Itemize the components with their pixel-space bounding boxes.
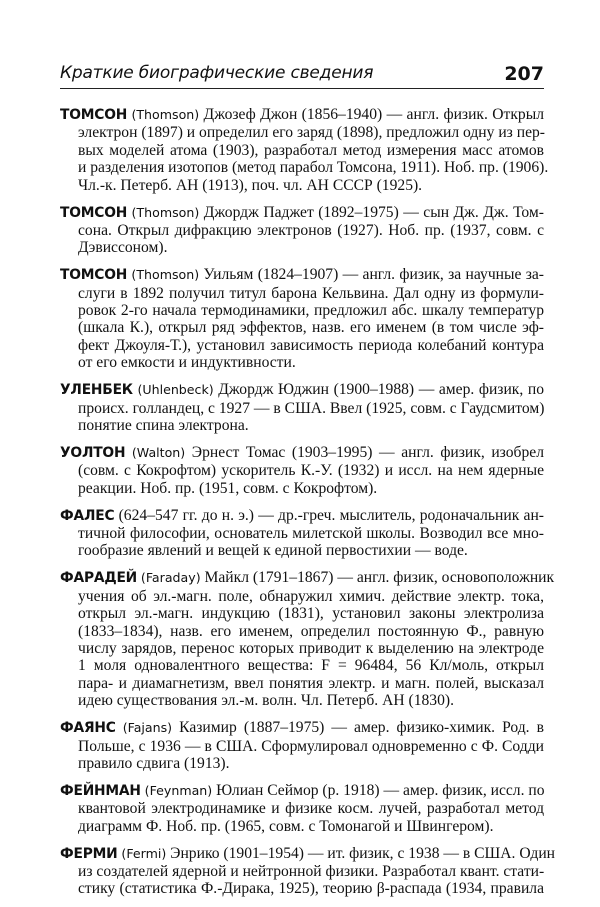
entry-faraday — [60, 569, 555, 710]
page-number: 207 — [504, 63, 544, 85]
entry-latin-name: (Uhlenbeck) — [137, 382, 214, 398]
entry-text-line: фект Джоуля-Т.), установил зависимость периода колебаний контура — [78, 336, 544, 354]
entry-text-line: Джордж Юджин (1900–1988) — амер. физик, по — [213, 381, 544, 399]
entry-text-line: тичной философии, основатель милетской школы. Возводил все мно- — [78, 525, 544, 543]
entry-name: ТОМСОН — [60, 267, 128, 284]
entry-text-line: слуги в 1892 получил титул барона Кельвина. Дал одну из формули- — [78, 284, 544, 302]
entry-latin-name: (Thomson) — [131, 107, 200, 122]
entry-latin-name: (Walton) — [131, 444, 186, 460]
entry-text-line: диаграмм Ф. Ноб. пр. (1965, совм. с Томонагой и Швингером). — [78, 817, 494, 835]
entry-walton — [60, 444, 544, 497]
entry-text-line: (совм. с Кокрофтом) ускоритель К.-У. (1932) и иссл. на нем ядерные — [78, 462, 544, 480]
entry-text-line: Эрнест Томас (1903–1995) — англ. физик, изобрел — [185, 443, 544, 461]
entry-uhlenbeck — [60, 381, 544, 434]
entry-text-line: правило сдвига (1913). — [78, 754, 230, 772]
entry-name: УОЛТОН — [60, 444, 126, 461]
entry-text-line: из создателей ядерной и нейтронной физики. Разработал квант. стати- — [78, 862, 545, 880]
entry-latin-name: (Feynman) — [144, 782, 213, 798]
entry-thales — [60, 507, 544, 560]
entry-text-line: электрон (1897) и определил его заряд (1898), предложил одну из пер- — [78, 124, 545, 142]
entry-fermi — [60, 844, 556, 898]
entry-text-line: происх. голландец, с 1927 — в США. Ввел (1925, совм. с Гаудсмитом) — [78, 399, 545, 417]
entry-text-line: Дэвиссоном). — [78, 239, 168, 257]
entry-latin-name: (Thomson) — [131, 204, 200, 220]
entry-text-line: (624–547 гг. до н. э.) — др.-греч. мыслитель, родоначальник ан- — [114, 506, 544, 524]
entry-feynman — [60, 782, 544, 835]
entry-name: ФЕРМИ — [60, 845, 118, 862]
page-body — [60, 106, 556, 907]
entry-text-line: открыл эл.-магн. индукцию (1831), установил законы электролиза — [78, 605, 544, 623]
entry-text-line: Майкл (1791–1867) — англ. физик, основоположник — [200, 569, 555, 587]
entry-text-line: (шкала К.), открыл ряд эффектов, назв. его именем (в том числе эф- — [78, 319, 544, 337]
entry-text-line: 1 моля одновалентного вещества: F = 96484, 56 Кл/моль, открыл — [78, 657, 544, 675]
entry-text-line: стику (статистика Ф.-Дирака, 1925), теорию β-распада (1934, правила — [78, 880, 544, 898]
entry-text-line: идею существования эл.-м. волн. Чл. Петерб. АН (1830). — [78, 692, 454, 710]
entry-latin-name: (Thomson) — [131, 267, 200, 283]
entry-text-line: вых моделей атома (1903), разработал метод измерения масс атомов — [78, 141, 544, 159]
entry-text-line: гообразие явлений и вещей к единой первостихии — воде. — [78, 542, 468, 560]
running-header-title: Краткие биографические сведения — [60, 63, 374, 83]
entry-latin-name: (Faraday) — [140, 570, 201, 586]
entry-text-line: Юлиан Сеймор (р. 1918) — амер. физик, иссл. по — [212, 781, 545, 799]
entry-text-line: и разделения изотопов (метод парабол Томсона, 1911). Ноб. пр. (1906). — [78, 159, 549, 177]
entry-name: ФАЛЕС — [60, 507, 115, 524]
entry-text-line: ровок 2-го начала термодинамики, предложил абс. шкалу температур — [78, 302, 544, 320]
entry-text-line: (1833–1834), назв. его именем, определил постоянную Ф., равную — [78, 622, 544, 640]
entry-text-line: Чл.-к. Петерб. АН (1913), поч. чл. АН СССР (1925). — [78, 176, 423, 194]
entry-thomson-george-paget — [60, 204, 544, 257]
running-header — [60, 58, 544, 89]
entry-text-line: пара- и диамагнетизм, ввел понятия электр. и магн. полей, высказал — [78, 674, 544, 692]
entry-fajans — [60, 719, 544, 772]
entry-text-line: учения об эл.-магн. поле, обнаружил химич. действие электр. тока, — [78, 587, 544, 605]
entry-name: ФАРАДЕЙ — [60, 570, 138, 587]
entry-name: ФЕЙНМАН — [60, 782, 141, 799]
entry-thomson-joseph-john — [60, 106, 549, 194]
entry-latin-name: (Fajans) — [122, 720, 173, 736]
entry-text-line: понятие спина электрона. — [78, 417, 249, 434]
entry-text-line: от его емкости и индуктивности. — [78, 354, 296, 372]
entry-text-line: Казимир (1887–1975) — амер. физико-химик. Род. в — [172, 719, 544, 737]
entry-text-line: Джордж Паджет (1892–1975) — сын Дж. Дж. Том- — [199, 203, 544, 221]
entry-text-line: Энрико (1901–1954) — ит. физик, с 1938 — в США. Один — [166, 844, 556, 862]
entry-text-line: реакции. Ноб. пр. (1951, совм. с Кокрофтом). — [78, 479, 378, 497]
entry-text-line: Уильям (1824–1907) — англ. физик, за научные за- — [199, 266, 544, 284]
entry-text-line: числу зарядов, перенос которых приводит к выделению на электроде — [78, 639, 544, 657]
entry-text-line: Джозеф Джон (1856–1940) — англ. физик. Открыл — [199, 106, 544, 123]
entry-latin-name: (Fermi) — [121, 845, 167, 861]
entry-name: ТОМСОН — [60, 204, 128, 221]
entry-text-line: квантовой электродинамике и физике косм. лучей, разработал метод — [78, 800, 544, 818]
entry-thomson-william — [60, 266, 544, 371]
entry-name: ТОМСОН — [60, 107, 128, 123]
entry-name: УЛЕНБЕК — [60, 382, 133, 399]
entry-text-line: сона. Открыл дифракцию электронов (1927). Ноб. пр. (1937, совм. с — [78, 221, 544, 239]
entry-text-line: Польше, с 1936 — в США. Сформулировал одновременно с Ф. Содди — [78, 737, 544, 755]
entry-name: ФАЯНС — [60, 720, 116, 737]
